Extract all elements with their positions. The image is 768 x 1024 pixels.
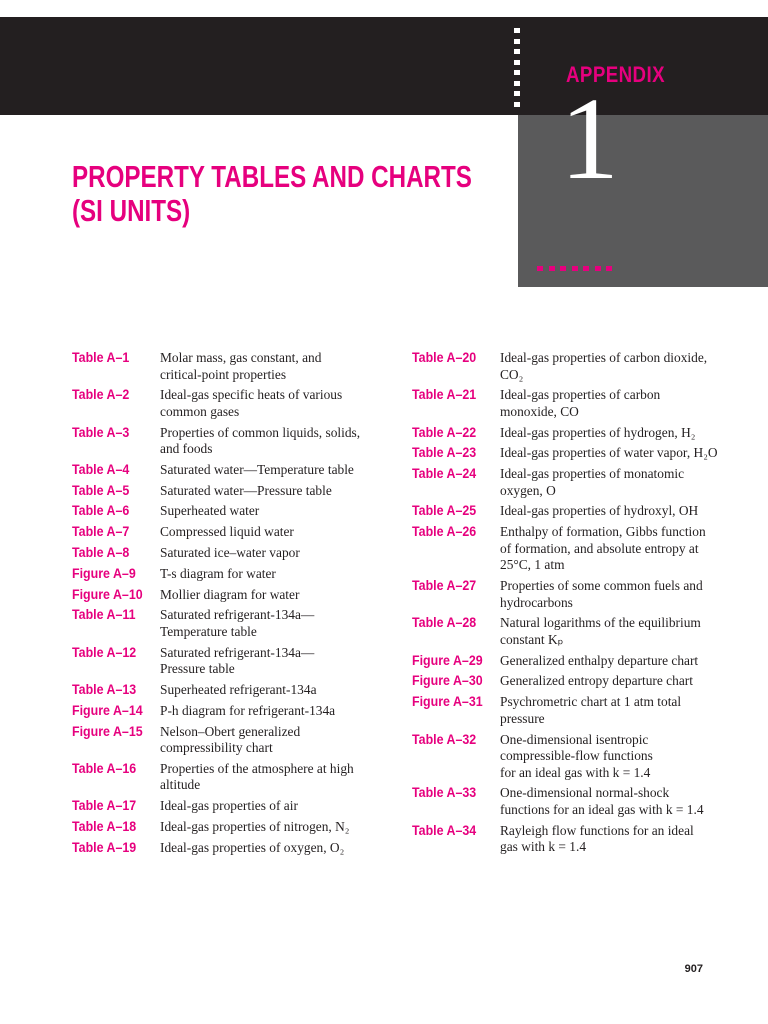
entry-label: Table A–23 (412, 445, 477, 461)
description-line: Saturated ice–water vapor (160, 545, 300, 561)
contents-entry (72, 761, 372, 794)
description-line: critical-point properties (160, 366, 287, 382)
entry-label: Table A–33 (412, 785, 477, 801)
entry-description (500, 578, 742, 611)
entry-label: Table A–25 (412, 503, 477, 519)
vertical-dot-rule (514, 28, 520, 108)
entry-description (160, 682, 372, 699)
description-line: Ideal-gas properties of oxygen, O₂ (160, 839, 345, 855)
contents-entry (72, 566, 372, 583)
description-line: P-h diagram for refrigerant-134a (160, 702, 336, 718)
entry-label: Table A–11 (72, 607, 136, 623)
dot (514, 60, 520, 65)
contents-entry (72, 524, 372, 541)
page-title (72, 160, 509, 228)
contents-entry (412, 785, 742, 818)
description-line: Superheated water (160, 503, 260, 519)
description-line: Nelson–Obert generalized (160, 723, 301, 739)
description-line: Ideal-gas properties of carbon (500, 387, 661, 403)
entry-label: Table A–27 (412, 578, 477, 594)
entry-label: Figure A–31 (412, 694, 483, 710)
contents-entry (72, 607, 372, 640)
contents-entry (412, 578, 742, 611)
title-line-1: PROPERTY TABLES AND CHARTS (72, 159, 472, 194)
appendix-number: 1 (560, 73, 619, 204)
entry-description (160, 798, 372, 815)
description-line: for an ideal gas with k = 1.4 (500, 764, 651, 780)
entry-label: Table A–5 (72, 482, 130, 498)
description-line: Superheated refrigerant-134a (160, 682, 317, 698)
description-line: One-dimensional normal-shock (500, 785, 670, 801)
contents-entry (72, 462, 372, 479)
entry-label: Figure A–30 (412, 673, 483, 689)
entry-description (500, 466, 742, 499)
contents-entry (72, 483, 372, 500)
description-line: Ideal-gas properties of hydroxyl, OH (500, 503, 699, 519)
description-line: compressible-flow functions (500, 748, 653, 764)
contents-entry (412, 387, 742, 420)
entry-label: Table A–6 (72, 503, 130, 519)
dot (572, 266, 578, 271)
appendix-number-box (518, 115, 768, 287)
dot (514, 49, 520, 54)
description-line: T-s diagram for water (160, 565, 276, 581)
contents-entry (412, 653, 742, 670)
contents-entry (412, 673, 742, 690)
dot (606, 266, 612, 271)
contents-entry (412, 524, 742, 574)
entry-label: Table A–7 (72, 524, 130, 540)
entry-label: Table A–16 (72, 760, 137, 776)
entry-label: Figure A–29 (412, 652, 483, 668)
entry-description (500, 673, 742, 690)
dot (537, 266, 543, 271)
entry-label: Table A–32 (412, 731, 477, 747)
description-line: Psychrometric chart at 1 atm total (500, 694, 682, 710)
contents-entry (72, 503, 372, 520)
dot (514, 91, 520, 96)
description-line: Ideal-gas properties of hydrogen, H₂ (500, 424, 696, 440)
entry-description (160, 587, 372, 604)
dot (514, 81, 520, 86)
entry-description (160, 840, 372, 857)
entry-label: Table A–1 (72, 350, 130, 365)
description-line: 25°C, 1 atm (500, 557, 565, 573)
description-line: Saturated water—Pressure table (160, 482, 332, 498)
contents-entry (72, 425, 372, 458)
entry-description (160, 545, 372, 562)
dot (560, 266, 566, 271)
contents-entry (72, 645, 372, 678)
contents-entry (72, 682, 372, 699)
description-line: Molar mass, gas constant, and (160, 350, 322, 365)
entry-label: Table A–34 (412, 822, 477, 838)
contents-entry (412, 823, 742, 856)
dot (514, 39, 520, 44)
contents-list-left (72, 350, 372, 861)
description-line: Ideal-gas properties of water vapor, H₂O (500, 445, 718, 461)
description-line: Generalized enthalpy departure chart (500, 652, 699, 668)
entry-description (500, 524, 742, 574)
entry-description (160, 724, 372, 757)
entry-label: Table A–4 (72, 461, 130, 477)
entry-description (160, 425, 372, 458)
dot (549, 266, 555, 271)
contents-entry (412, 350, 742, 383)
description-line: hydrocarbons (500, 594, 573, 610)
entry-label: Table A–21 (412, 387, 477, 403)
entry-description (500, 350, 742, 383)
description-line: of formation, and absolute entropy at (500, 540, 699, 556)
contents-entry (72, 350, 372, 383)
entry-description (500, 694, 742, 727)
entry-description (160, 524, 372, 541)
description-line: Saturated water—Temperature table (160, 461, 354, 477)
entry-description (160, 566, 372, 583)
description-line: CO₂ (500, 366, 524, 382)
description-line: functions for an ideal gas with k = 1.4 (500, 801, 704, 817)
entry-label: Table A–24 (412, 466, 477, 482)
description-line: Temperature table (160, 623, 257, 639)
contents-entry (412, 425, 742, 442)
entry-description (500, 823, 742, 856)
entry-description (160, 350, 372, 383)
description-line: monoxide, CO (500, 403, 579, 419)
description-line: Generalized entropy departure chart (500, 673, 693, 689)
entry-label: Table A–3 (72, 424, 130, 440)
description-line: Ideal-gas properties of air (160, 798, 298, 814)
description-line: compressibility chart (160, 740, 273, 756)
contents-entry (72, 587, 372, 604)
entry-label: Figure A–14 (72, 702, 143, 718)
entry-description (500, 732, 742, 782)
contents-entry (72, 798, 372, 815)
description-line: Properties of some common fuels and (500, 578, 703, 594)
entry-label: Table A–12 (72, 644, 137, 660)
contents-entry (412, 615, 742, 648)
description-line: oxygen, O (500, 482, 556, 498)
entry-label: Figure A–9 (72, 565, 136, 581)
entry-label: Table A–18 (72, 819, 137, 835)
entry-label: Table A–22 (412, 424, 477, 440)
description-line: Saturated refrigerant-134a— (160, 607, 315, 623)
description-line: Ideal-gas properties of monatomic (500, 466, 685, 482)
contents-entry (412, 732, 742, 782)
entry-description (500, 653, 742, 670)
title-line-2: (SI UNITS) (72, 193, 191, 228)
entry-label: Figure A–10 (72, 586, 143, 602)
dot (514, 102, 520, 107)
contents-entry (72, 840, 372, 857)
entry-description (160, 483, 372, 500)
entry-label: Table A–28 (412, 615, 477, 631)
dot (514, 70, 520, 75)
description-line: pressure (500, 710, 545, 726)
description-line: Pressure table (160, 661, 235, 677)
description-line: Ideal-gas properties of carbon dioxide, (500, 350, 708, 365)
entry-label: Table A–8 (72, 545, 130, 561)
page-number: 907 (684, 963, 703, 975)
entry-description (160, 645, 372, 678)
description-line: Enthalpy of formation, Gibbs function (500, 524, 706, 540)
entry-description (160, 462, 372, 479)
entry-label: Table A–17 (72, 798, 137, 814)
entry-description (160, 387, 372, 420)
contents-entry (412, 445, 742, 462)
contents-entry (412, 466, 742, 499)
entry-description (500, 425, 742, 442)
description-line: constant Kₚ (500, 631, 564, 647)
entry-label: Figure A–15 (72, 723, 143, 739)
description-line: and foods (160, 441, 213, 457)
dot (583, 266, 589, 271)
description-line: Properties of common liquids, solids, (160, 424, 361, 440)
entry-label: Table A–20 (412, 350, 477, 365)
appendix-label: APPENDIX (566, 62, 666, 87)
entry-description (160, 819, 372, 836)
contents-entry (412, 503, 742, 520)
description-line: altitude (160, 777, 201, 793)
entry-description (500, 445, 742, 462)
description-line: Natural logarithms of the equilibrium (500, 615, 701, 631)
entry-description (500, 387, 742, 420)
description-line: Mollier diagram for water (160, 586, 300, 602)
description-line: Saturated refrigerant-134a— (160, 644, 315, 660)
contents-entry (72, 819, 372, 836)
entry-label: Table A–13 (72, 682, 137, 698)
description-line: One-dimensional isentropic (500, 731, 649, 747)
dot (514, 28, 520, 33)
entry-label: Table A–26 (412, 524, 477, 540)
contents-entry (72, 545, 372, 562)
entry-description (500, 785, 742, 818)
entry-description (160, 703, 372, 720)
entry-description (160, 503, 372, 520)
description-line: Compressed liquid water (160, 524, 294, 540)
contents-entry (72, 703, 372, 720)
contents-list-right (412, 350, 742, 860)
dot (595, 266, 601, 271)
description-line: Properties of the atmosphere at high (160, 760, 354, 776)
horizontal-dot-rule (537, 266, 617, 272)
description-line: Ideal-gas specific heats of various (160, 387, 343, 403)
entry-label: Table A–2 (72, 387, 130, 403)
entry-description (500, 615, 742, 648)
description-line: common gases (160, 403, 240, 419)
entry-label: Table A–19 (72, 839, 137, 855)
contents-entry (412, 694, 742, 727)
entry-description (500, 503, 742, 520)
entry-description (160, 761, 372, 794)
description-line: Rayleigh flow functions for an ideal (500, 822, 694, 838)
entry-description (160, 607, 372, 640)
description-line: Ideal-gas properties of nitrogen, N₂ (160, 819, 350, 835)
contents-entry (72, 724, 372, 757)
contents-entry (72, 387, 372, 420)
description-line: gas with k = 1.4 (500, 839, 587, 855)
